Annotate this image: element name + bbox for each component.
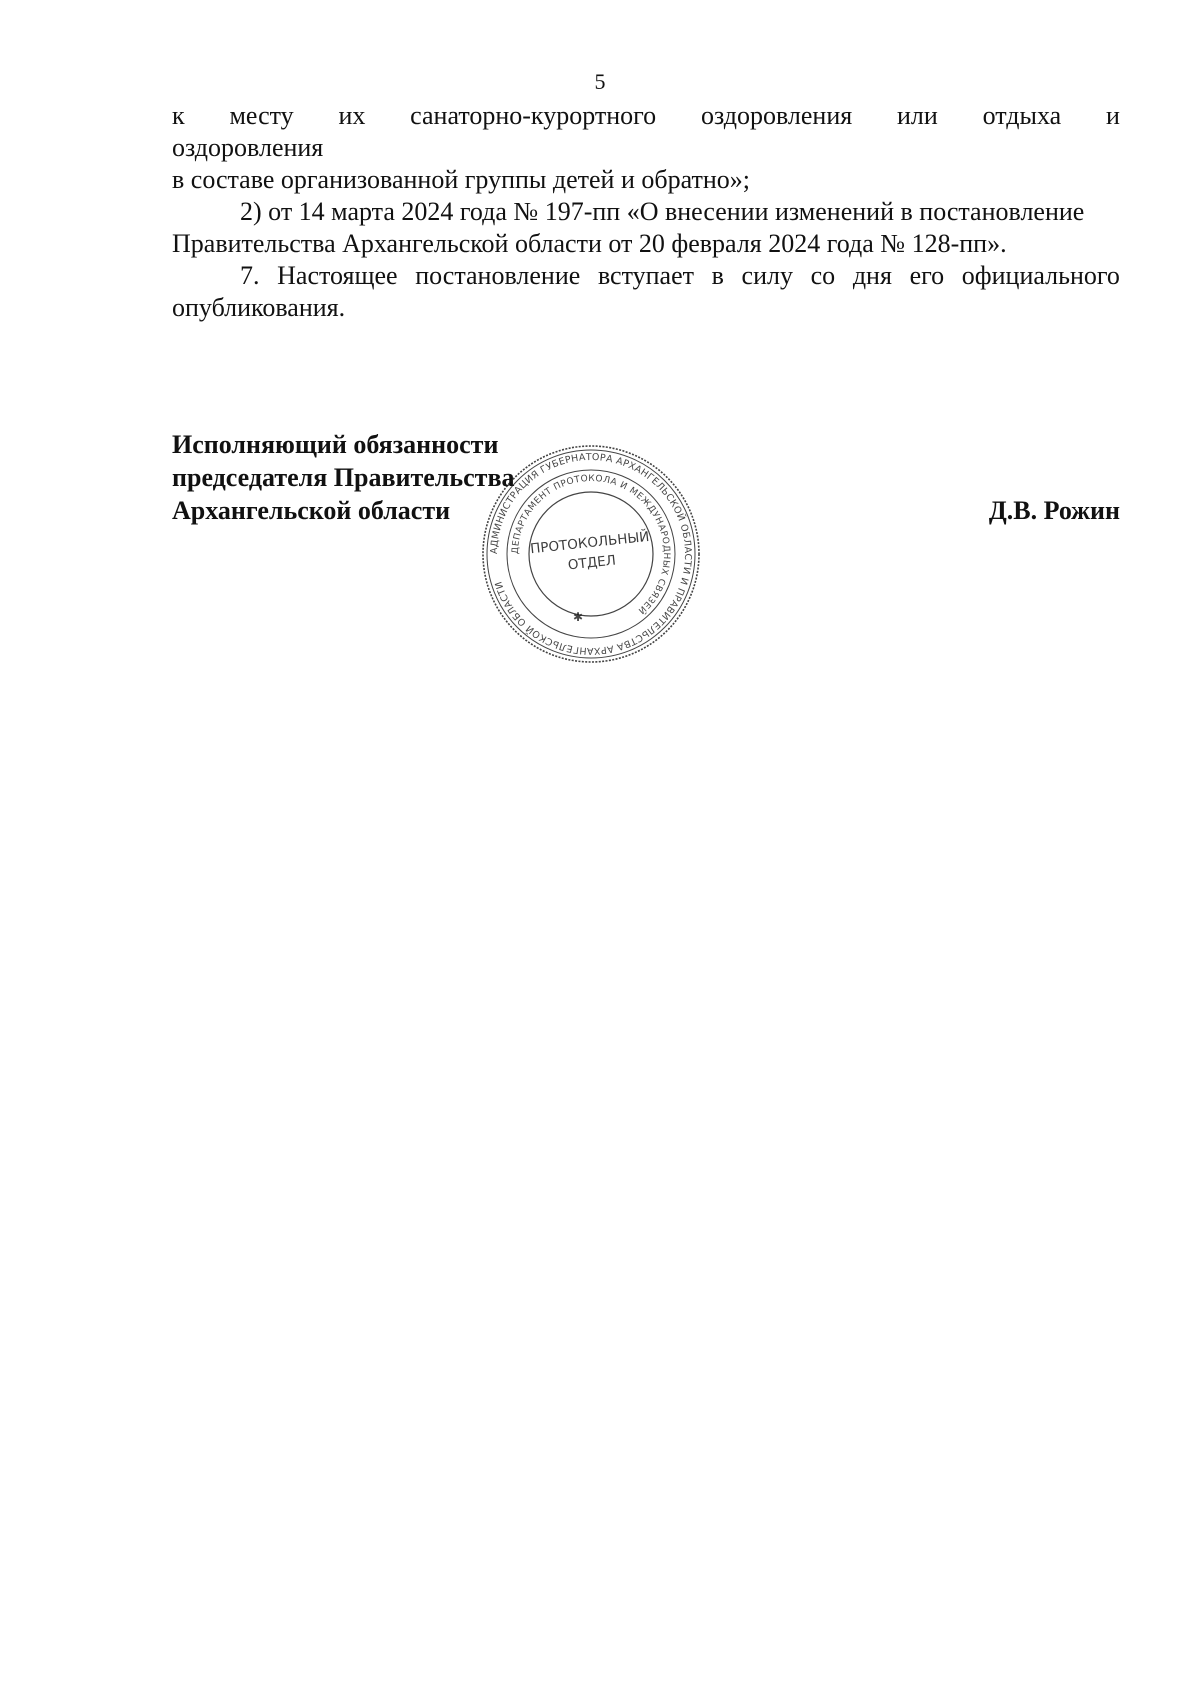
item7-line1-word: его — [909, 261, 945, 290]
item7-line1-word: постановление — [415, 261, 581, 290]
item-2-line-2: Правительства Архангельской области от 20 февраля 2024 года № 128-пп». — [172, 229, 1007, 258]
stamp-center-line-1: ПРОТОКОЛЬНЫЙ — [529, 528, 651, 558]
line1-word: и — [1105, 101, 1120, 130]
paragraph-line-1 — [172, 100, 1120, 132]
item-7-line-2: опубликования. — [172, 293, 346, 322]
official-seal-stamp — [478, 441, 704, 667]
signatory-position-line-2: председателя Правительства — [172, 463, 515, 492]
item7-line1-word: дня — [852, 261, 892, 290]
stamp-inner-ring-text: ДЕПАРТАМЕНТ ПРОТОКОЛА И МЕЖДУНАРОДНЫХ СВЯЗЕЙ — [510, 473, 672, 616]
item-7-line-1 — [172, 260, 1120, 292]
item7-line1-word: в — [711, 261, 724, 290]
item-2-line-1: 2) от 14 марта 2024 года № 197-пп «О внесении изменений в постановление — [240, 197, 1085, 226]
paragraph-line-2: оздоровления — [172, 133, 324, 162]
line1-word: к — [172, 101, 185, 130]
line1-word: санаторно-курортного — [410, 101, 657, 130]
item7-line1-word: официального — [961, 261, 1120, 290]
line1-word: месту — [229, 101, 294, 130]
item7-line1-word: Настоящее — [277, 261, 398, 290]
signatory-position-line-3: Архангельской области — [172, 496, 451, 525]
item7-line1-word: 7. — [240, 261, 260, 290]
signatory-name: Д.В. Рожин — [988, 496, 1120, 525]
document-body — [172, 100, 1120, 324]
item7-line1-word: силу — [741, 261, 793, 290]
stamp-center-line-2: ОТДЕЛ — [567, 552, 617, 574]
stamp-star-icon: ✱ — [572, 610, 584, 624]
stamp-outer-ring-text: АДМИНИСТРАЦИЯ ГУБЕРНАТОРА АРХАНГЕЛЬСКОЙ ОБЛАСТИ И ПРАВИТЕЛЬСТВА АРХАНГЕЛЬСКОЙ ОБЛАСТИ — [488, 451, 694, 657]
page-number: 5 — [594, 69, 606, 94]
item7-line1-word: со — [810, 261, 836, 290]
line1-word: их — [338, 101, 366, 130]
line1-word: оздоровления — [700, 101, 853, 130]
signatory-position-line-1: Исполняющий обязанности — [172, 430, 499, 459]
item7-line1-word: вступает — [597, 261, 694, 290]
line1-word: отдыха — [982, 101, 1062, 130]
line1-word: или — [897, 101, 938, 130]
paragraph-line-3: в составе организованной группы детей и обратно»; — [172, 165, 750, 194]
